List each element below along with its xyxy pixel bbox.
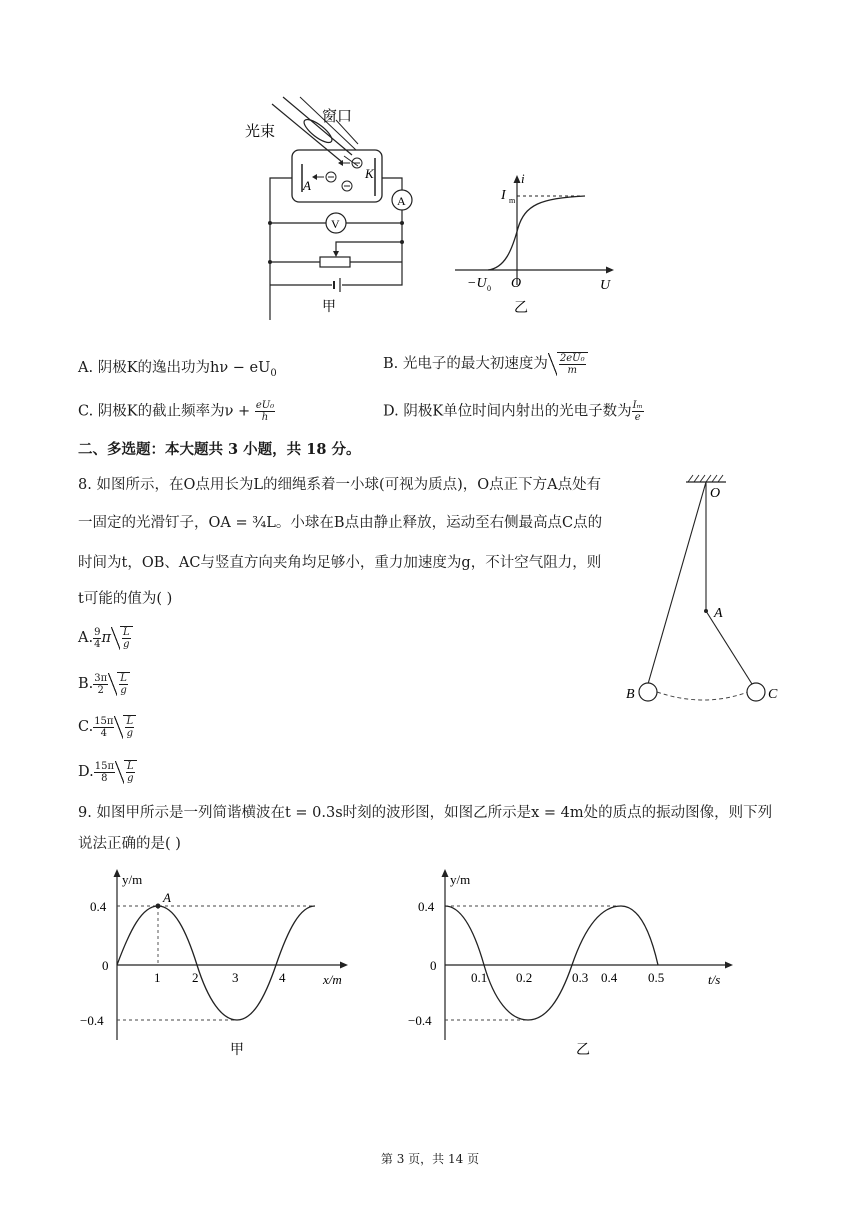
wave-y-tick-bottom: −0.4 — [80, 1013, 104, 1028]
vib-y-tick-zero: 0 — [430, 958, 437, 973]
u-axis-label: U — [600, 278, 611, 293]
vib-x-tick-3: 0.3 — [572, 970, 589, 985]
stop-voltage-subscript: 0 — [487, 284, 491, 293]
wave-graph-jia — [60, 860, 360, 1060]
photoelectric-figure — [0, 0, 860, 330]
wave-x-tick-3: 3 — [232, 970, 239, 985]
q7-option-b: B. 光电子的最大初速度为 $\frac{\text{2eU₀}}{m}$ — [383, 352, 588, 376]
page-footer: 第 3 页，共 14 页 — [380, 1152, 480, 1166]
vib-x-label: t/s — [708, 972, 721, 987]
point-a-label: A — [714, 606, 723, 621]
caption-jia-top: 甲 — [322, 300, 336, 315]
i-axis-label: i — [521, 171, 525, 186]
wave-x-tick-2: 2 — [192, 970, 199, 985]
vib-x-tick-2: 0.2 — [516, 970, 533, 985]
beam-label: 光束 — [245, 124, 276, 140]
q8-option-d: D. $\frac{15\pi}{8}$ $\frac{L}{g}$ — [78, 760, 137, 784]
vib-x-tick-5: 0.5 — [648, 970, 665, 985]
wave-y-tick-zero: 0 — [102, 958, 109, 973]
wave-y-label: y/m — [122, 872, 143, 887]
cathode-label: K — [365, 166, 374, 181]
saturation-subscript: m — [509, 196, 516, 205]
point-c-label: C — [768, 687, 778, 702]
q7-option-d: D. 阴极K单位时间内射出的光电子数为 $\frac{\text{Iₘ}}{e}$ — [383, 400, 643, 423]
stop-voltage-label: −U — [467, 276, 487, 291]
window-label: 窗口 — [322, 109, 353, 125]
section-heading: 二、多选题：本大题共 3 小题，共 18 分。 — [78, 441, 361, 458]
vib-x-tick-1: 0.1 — [471, 970, 488, 985]
pendulum-figure — [600, 470, 800, 720]
q9-line-1: 9. 如图甲所示是一列简谐横波在t = 0.3s时刻的波形图，如图乙所示是x = 4m处的质点的振动图像，则下列 — [78, 805, 773, 821]
vib-y-label: y/m — [450, 872, 471, 887]
q8-line-2: 一固定的光滑钉子，OA = ¾L。小球在B点由静止释放，运动至右侧最高点C点的 — [78, 515, 603, 531]
wave-x-label: x/m — [323, 972, 342, 987]
saturation-label: I — [501, 188, 506, 203]
point-b-label: B — [626, 687, 635, 702]
origin-label: O — [511, 276, 522, 291]
q7-option-c: C. 阴极K的截止频率为ν + $\frac{\text{eU₀}}{h}$ — [78, 400, 275, 423]
caption-yi-bottom: 乙 — [576, 1043, 590, 1058]
voltmeter-symbol: V — [331, 217, 340, 231]
q8-option-a: A. $\frac{9}{4}$ π $\frac{L}{g}$ — [78, 626, 133, 650]
wave-x-tick-1: 1 — [154, 970, 161, 985]
q8-option-c: C. $\frac{15\pi}{4}$ $\frac{L}{g}$ — [78, 715, 136, 739]
q7-option-a: A. 阴极K的逸出功为$h\nu - eU_0$ — [78, 360, 277, 379]
wave-y-tick-top: 0.4 — [90, 899, 107, 914]
vib-y-tick-bottom: −0.4 — [408, 1013, 432, 1028]
ammeter-symbol: A — [397, 194, 406, 208]
q9-line-2: 说法正确的是( ) — [78, 836, 181, 852]
point-o-label: O — [710, 486, 721, 501]
q8-line-3: 时间为t，OB、AC与竖直方向夹角均足够小，重力加速度为g，不计空气阻力，则 — [78, 555, 602, 571]
anode-label: A — [303, 178, 311, 193]
vibration-graph-yi — [400, 860, 740, 1060]
vib-y-tick-top: 0.4 — [418, 899, 435, 914]
q8-line-1: 8. 如图所示，在O点用长为L的细绳系着一小球(可视为质点)，O点正下方A点处有 — [78, 477, 602, 493]
q8-line-4: t可能的值为( ) — [78, 591, 173, 607]
vib-x-tick-4: 0.4 — [601, 970, 618, 985]
caption-jia-bottom: 甲 — [230, 1043, 244, 1058]
wave-x-tick-4: 4 — [279, 970, 286, 985]
wave-point-a-label: A — [163, 890, 171, 905]
q8-option-b: B. $\frac{3\pi}{2}$ $\frac{L}{g}$ — [78, 672, 130, 696]
caption-yi-top: 乙 — [514, 301, 528, 316]
